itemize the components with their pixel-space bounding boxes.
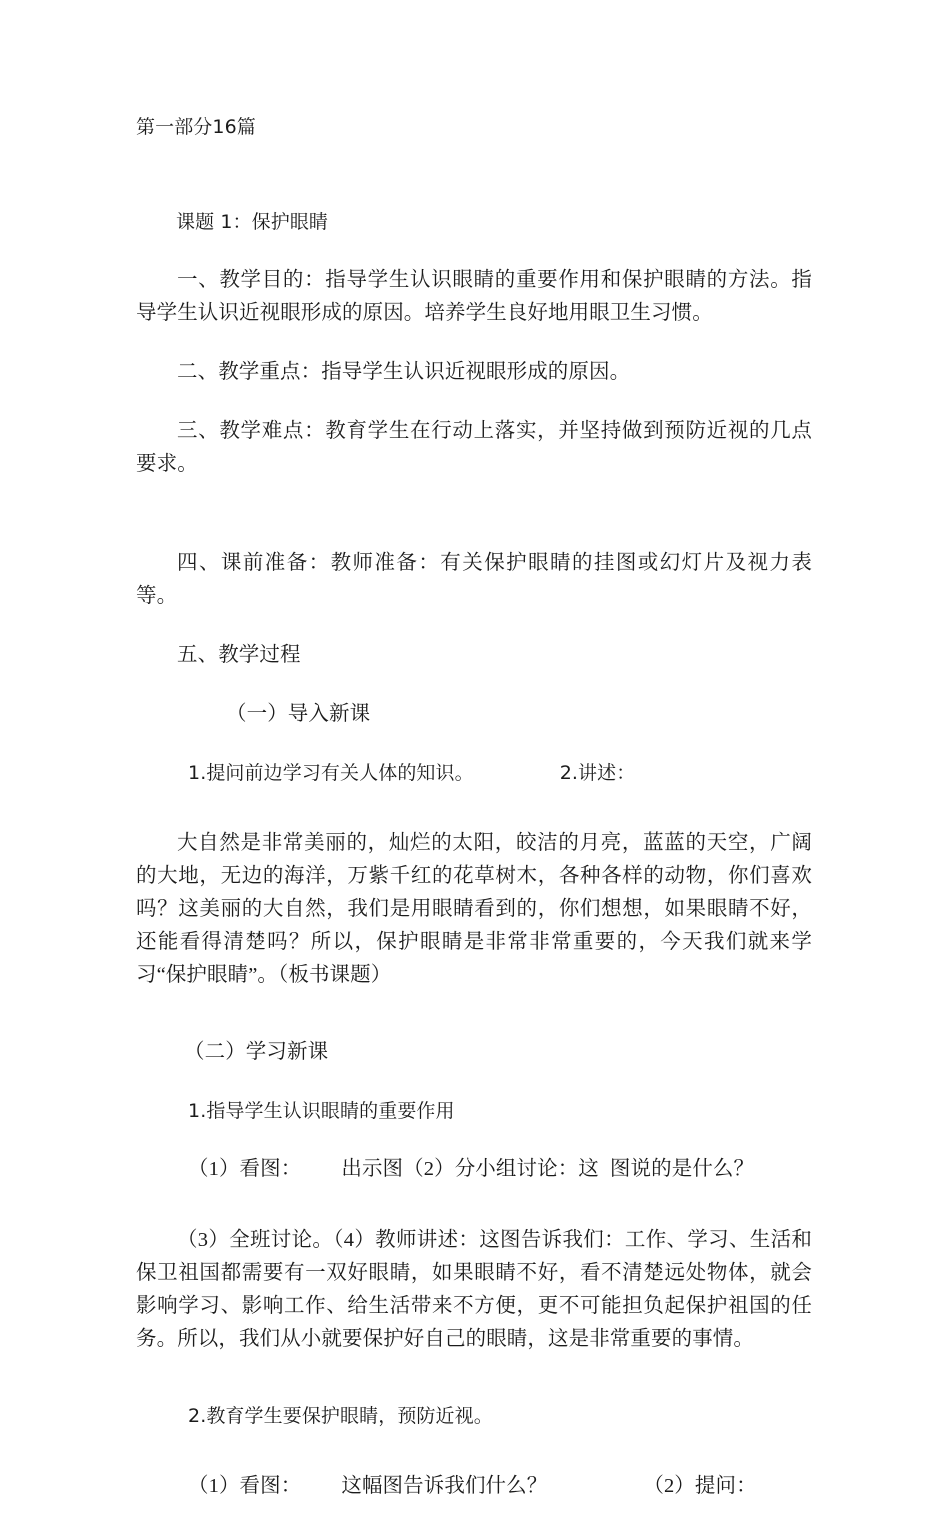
item-1-step-1-c: 图说的是什么？ <box>609 1158 755 1180</box>
subsection-one-heading: （一）导入新课 <box>226 703 371 725</box>
narrative-paragraph: 大自然是非常美丽的，灿烂的太阳，皎洁的月亮，蓝蓝的天空，广阔的大地，无边的海洋，万紫千红的花草树木，各种各样的动物，你们喜欢吗？这美丽的大自然，我们是用眼睛看到的，你们想想，如果眼睛不好，还能看得清楚吗？所以，保护眼睛是非常非常重要的，今天我们就来学习“保护眼睛”。（板书课题） <box>136 832 812 986</box>
section-teaching-aim: 一、教学目的：指导学生认识眼睛的重要作用和保护眼睛的方法。指导学生认识近视眼形成的原因。培养学生良好地用眼卫生习惯。 <box>136 269 812 324</box>
item-2-step-1 <box>136 1470 812 1503</box>
item-2-step-1-b: 这幅图告诉我们什么？ <box>341 1475 548 1497</box>
subsection-one-steps <box>136 757 812 789</box>
section-preparation: 四、课前准备：教师准备：有关保护眼睛的挂图或幻灯片及视力表等。 <box>136 552 812 607</box>
item-1-step-1-a: （1）看图： <box>188 1158 302 1180</box>
item-2-step-1-a: （1）看图： <box>188 1475 302 1497</box>
document-header: 第一部分16篇 <box>136 116 256 138</box>
step-1-label: 1.提问前边学习有关人体的知识。 <box>188 762 474 784</box>
subsection-two-heading: （二）学习新课 <box>184 1041 329 1063</box>
item-2-step-2: （2）提问： <box>643 1475 757 1497</box>
section-process-heading: 五、教学过程 <box>177 644 301 666</box>
item-1-label: 1.指导学生认识眼睛的重要作用 <box>188 1100 455 1122</box>
item-1-step-1 <box>136 1153 812 1186</box>
step-2-label: 2.讲述： <box>559 762 636 784</box>
section-teaching-focus: 二、教学重点：指导学生认识近视眼形成的原因。 <box>177 361 631 383</box>
item-1-step-3-4: （3）全班讨论。（4）教师讲述：这图告诉我们：工作、学习、生活和保卫祖国都需要有一双好眼睛，如果眼睛不好，看不清楚远处物体，就会影响学习、影响工作、给生活带来不方便，更不可能担负起保护祖国的任务。所以，我们从小就要保护好自己的眼睛，这是非常重要的事情。 <box>136 1229 812 1350</box>
section-teaching-difficulty: 三、教学难点：教育学生在行动上落实，并坚持做到预防近视的几点要求。 <box>136 420 812 475</box>
item-1-step-1-b: 出示图（2）分小组讨论：这 <box>341 1158 599 1180</box>
document-body <box>136 112 812 1529</box>
item-2-label: 2.教育学生要保护眼睛，预防近视。 <box>188 1405 493 1427</box>
lesson-title: 课题 1：保护眼睛 <box>176 211 329 233</box>
